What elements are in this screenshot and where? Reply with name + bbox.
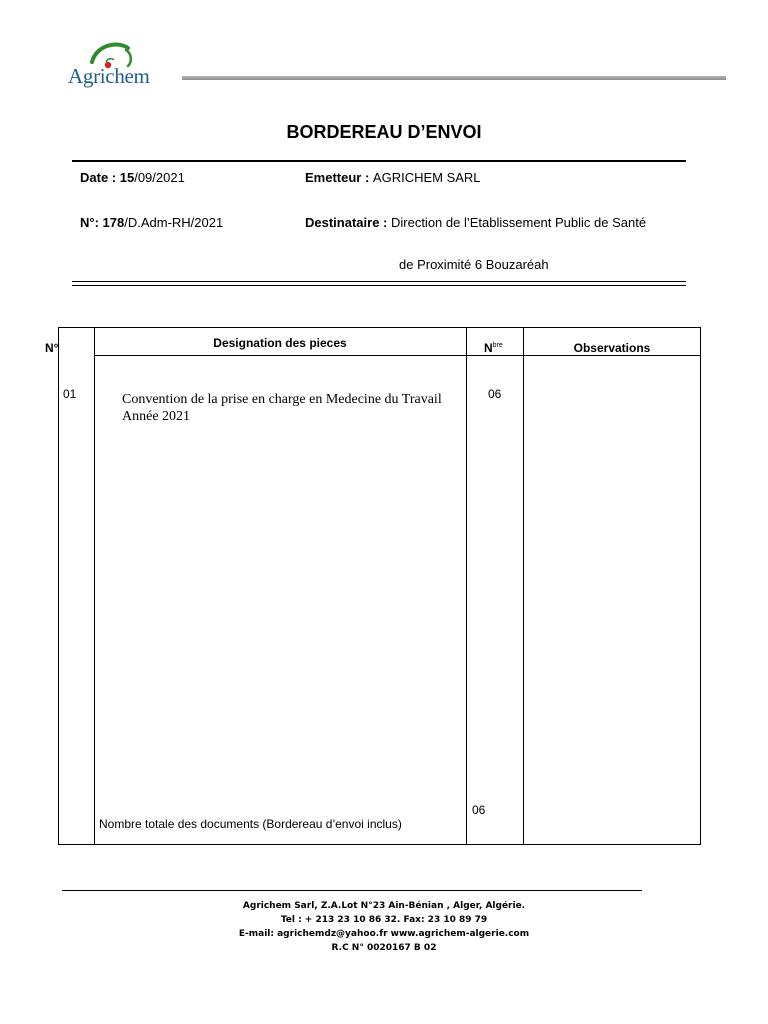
header-count-label: N — [484, 341, 493, 355]
number-bold: 178 — [102, 215, 125, 230]
footer-contact: E-mail: agrichemdz@yahoo.fr www.agrichem-algerie.com — [238, 929, 530, 939]
header-num: N° — [45, 341, 59, 355]
header-rule — [182, 76, 726, 80]
emetteur-field — [305, 170, 481, 185]
table-col-sep-2 — [466, 327, 467, 845]
destinataire-continuation: de Proximité 6 Bouzaréah — [399, 257, 549, 272]
table-border-bottom — [58, 844, 701, 845]
table-col-sep-1 — [94, 327, 95, 845]
header-count-sup: bre — [492, 342, 503, 349]
date-rest: /09/2021 — [134, 170, 185, 185]
header-designation: Designation des pieces — [213, 336, 347, 350]
footer-address: Agrichem Sarl, Z.A.Lot N°23 Ain-Bénian , Alger, Algérie. — [242, 901, 526, 911]
header-count — [484, 341, 503, 355]
emetteur-label: Emetteur : — [305, 170, 373, 185]
row-1-count: 06 — [488, 387, 502, 401]
destinataire-field — [305, 214, 676, 231]
row-1-num: 01 — [63, 387, 77, 401]
table-border-top — [58, 327, 701, 328]
header-observations: Observations — [573, 341, 651, 355]
table-col-sep-3 — [523, 327, 524, 845]
table-header-rule — [94, 355, 701, 356]
table-border-right — [700, 327, 701, 845]
total-label: Nombre totale des documents (Bordereau d’envoi inclus) — [99, 817, 402, 831]
reference-number-field — [80, 215, 223, 230]
destinataire-value: Direction de l’Etablissement Public de Santé — [390, 215, 647, 230]
date-field — [80, 170, 185, 185]
date-label: Date : — [80, 170, 120, 185]
row-1-designation: Convention de la prise en charge en Medecine du Travail Année 2021 — [122, 392, 442, 424]
footer-registry: R.C N° 0020167 B 02 — [331, 943, 437, 953]
info-rule-top — [72, 160, 686, 162]
number-rest: /D.Adm-RH/2021 — [124, 215, 224, 230]
info-rule-bottom-double — [72, 285, 686, 286]
footer-phone: Tel : + 213 23 10 86 32. Fax: 23 10 89 79 — [280, 915, 488, 925]
total-count: 06 — [472, 803, 486, 817]
document-title: BORDEREAU D’ENVOI — [286, 122, 482, 142]
info-rule-bottom — [72, 281, 686, 282]
footer-rule — [62, 890, 642, 891]
table-border-left — [58, 327, 59, 845]
number-label: N°: — [80, 215, 103, 230]
agrichem-logo — [62, 38, 172, 98]
emetteur-value: AGRICHEM SARL — [372, 170, 481, 185]
logo-text: Agrichem — [68, 64, 150, 88]
destinataire-label: Destinataire : — [305, 215, 391, 230]
date-day: 15 — [119, 170, 135, 185]
